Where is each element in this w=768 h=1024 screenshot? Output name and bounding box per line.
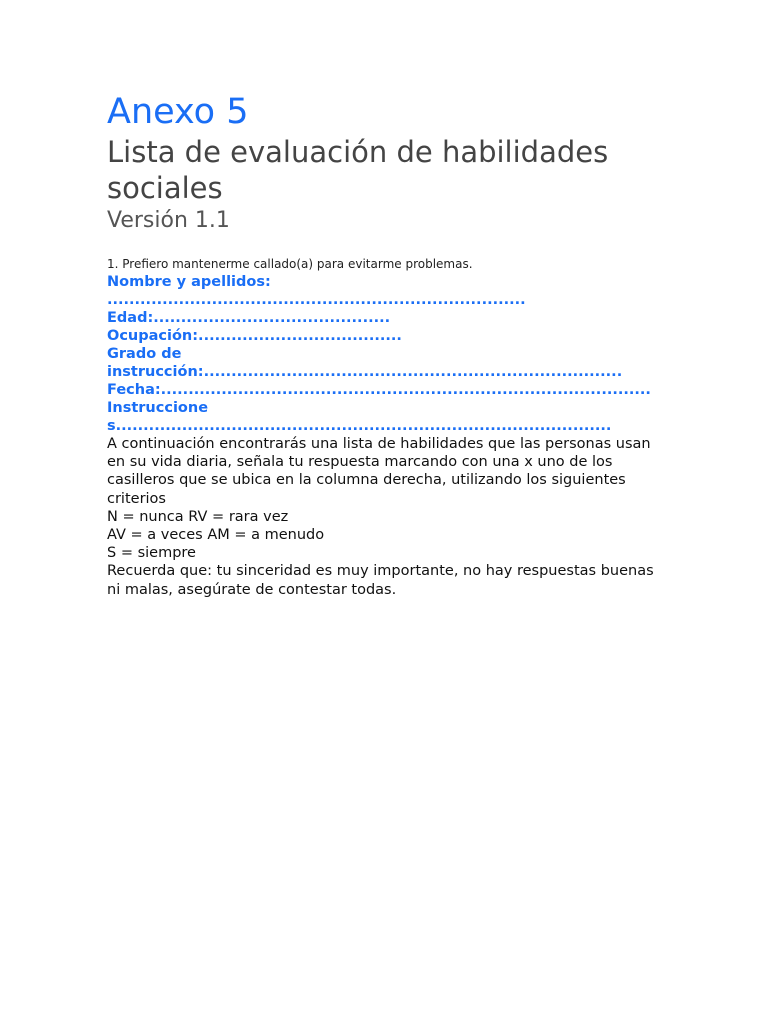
closing-paragraph: Recuerda que: tu sinceridad es muy importante, no hay respuestas buenas ni malas, asegúrate de contestar todas.: [107, 563, 654, 598]
sample-question: 1. Prefiero mantenerme callado(a) para evitarme problemas.: [107, 257, 473, 271]
document-page: [107, 90, 667, 599]
instructions-paragraph: A continuación encontrarás una lista de habilidades que las personas usan en su vida diaria, señala tu respuesta marcando con una x uno de los casilleros que se ubica en la columna derecha, utilizando los siguientes criterios: [107, 436, 651, 507]
document-title: Lista de evaluación de habilidades sociales: [107, 135, 609, 205]
annex-title: Anexo 5: [107, 92, 249, 132]
field-instrucciones: Instrucciones..........................................................................................: [107, 400, 612, 434]
version-label: Versión 1.1: [107, 208, 230, 233]
criteria-line: AV = a veces AM = a menudo: [107, 527, 325, 544]
field-edad: Edad:...........................................: [107, 310, 391, 326]
criteria-line: S = siempre: [107, 545, 196, 562]
field-nombre: Nombre y apellidos: ............................................................................: [107, 274, 526, 308]
criteria-line: N = nunca RV = rara vez: [107, 508, 289, 525]
field-ocupacion: Ocupación:.....................................: [107, 328, 402, 344]
field-fecha: Fecha:.........................................................................................: [107, 382, 651, 398]
field-grado: Grado de instrucción:............................................................................: [107, 346, 623, 380]
